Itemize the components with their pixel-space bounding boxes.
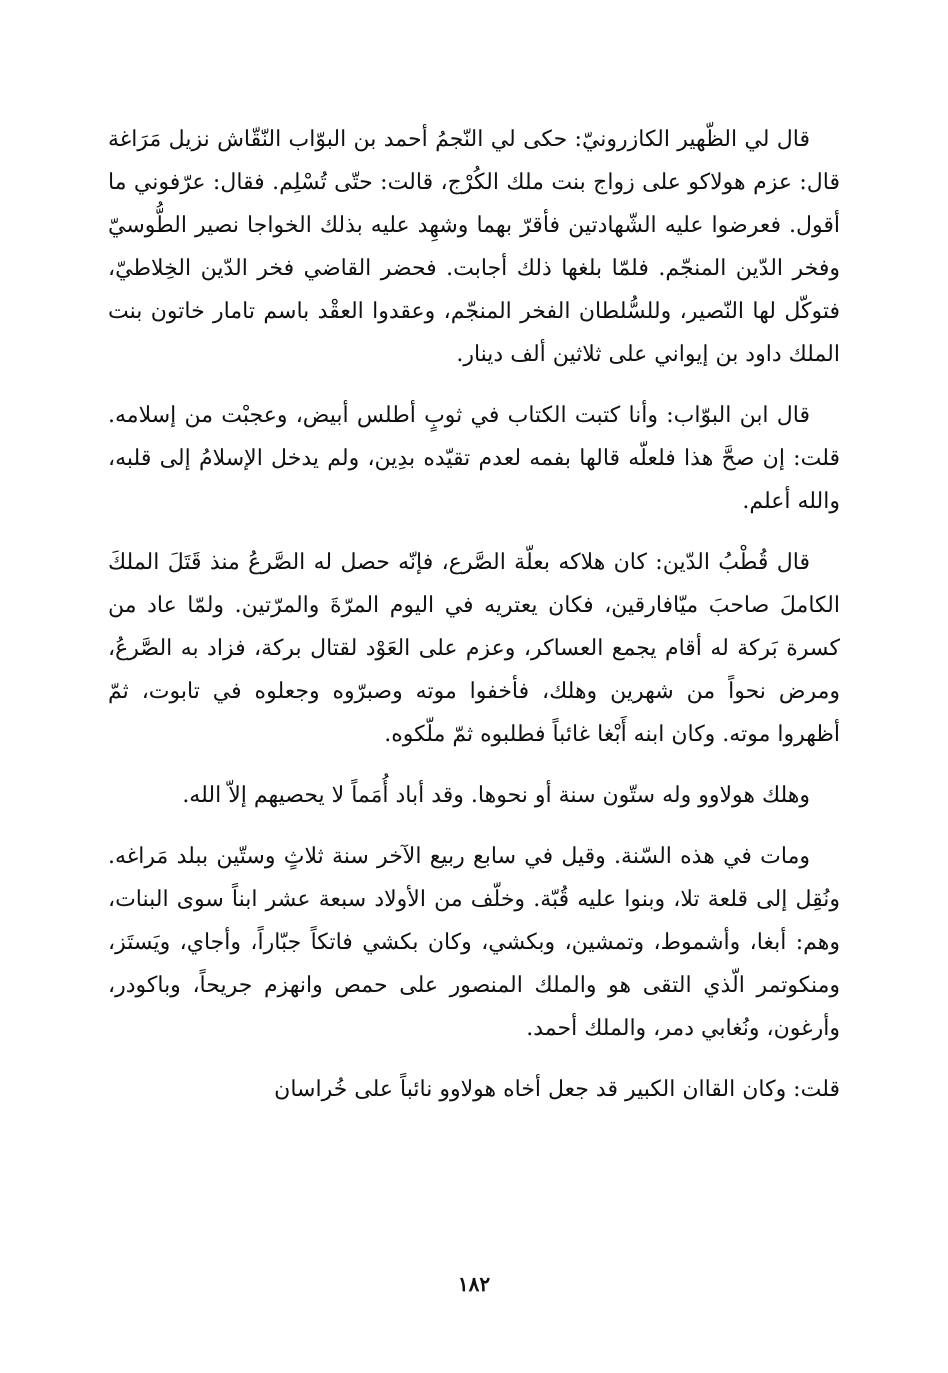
paragraph-3	[108, 541, 840, 756]
page-number: ١٨٢	[457, 1272, 491, 1296]
paragraph-4-text: وهلك هولاوو وله ستّون سنة أو نحوها. وقد أباد أُمَماً لا يحصيهم إلاّ الله.	[182, 783, 810, 808]
paragraph-2	[108, 394, 840, 523]
paragraph-6-text: قلت: وكان القاان الكبير قد جعل أخاه هولاوو نائباً على خُراسان	[274, 1077, 840, 1102]
body-text	[108, 118, 840, 1129]
paragraph-3-text: قال قُطْبُ الدّين: كان هلاكه بعلّة الصَّرع، فإنّه حصل له الصَّرعُ منذ قَتَلَ الملكَ الكاملَ صاحبَ ميّافارقين، فكان يعتريه في اليوم المرّةَ والمرّتين. ولمّا عاد من كسرة بَركة له أقام يجمع العساكر، وعزم على العَوْد لقتال بركة، فزاد به الصَّرعُ، ومرض نحواً من شهرين وهلك، فأخفوا موته وصبرّوه وجعلوه في تابوت، ثمّ أظهروا موته. وكان ابنه أَبْغا غائباً فطلبوه ثمّ ملّكوه.	[108, 550, 840, 747]
paragraph-5-text: ومات في هذه السّنة. وقيل في سابع ربيع الآخر سنة ثلاثٍ وستّين ببلد مَراغه. ونُقِل إلى قلعة تلا، وبنوا عليه قُبّة. وخلّف من الأولاد سبعة عشر ابناً سوى البنات، وهم: أبغا، وأشموط، وتمشين، وبكشي، وكان بكشي فاتكاً جبّاراً، وأجاي، ويَستَز، ومنكوتمر الّذي التقى هو والملك المنصور على حمص وانهزم جريحاً، وباكودر، وأرغون، ونُغابي دمر، والملك أحمد.	[108, 844, 840, 1041]
paragraph-2-text: قال ابن البوّاب: وأنا كتبت الكتاب في ثوبٍ أطلس أبيض، وعجبْت من إسلامه. قلت: إن صحَّ هذا فلعلّه قالها بفمه لعدم تقيّده بدِين، ولم يدخل الإسلامُ إلى قلبه، والله أعلم.	[108, 403, 840, 514]
paragraph-4	[108, 774, 840, 817]
paragraph-6	[108, 1068, 840, 1111]
paragraph-1-text: قال لي الظّهير الكازرونيّ: حكى لي النّجمُ أحمد بن البوّاب النّقّاش نزيل مَرَاغة قال: عزم هولاكو على زواج بنت ملك الكُرْج، قالت: حتّى تُسْلِم. فقال: عرّفوني ما أقول. فعرضوا عليه الشّهادتين فأقرّ بهما وشهِد عليه بذلك الخواجا نصير الطُّوسيّ وفخر الدّين المنجّم. فلمّا بلغها ذلك أجابت. فحضر القاضي فخر الدّين الخِلاطيّ، فتوكّل لها النّصير، وللسُّلطان الفخر المنجّم، وعقدوا العقْد باسم تامار خاتون بنت الملك داود بن إيواني على ثلاثين ألف دينار.	[108, 127, 840, 367]
paragraph-5	[108, 835, 840, 1050]
paragraph-1	[108, 118, 840, 376]
